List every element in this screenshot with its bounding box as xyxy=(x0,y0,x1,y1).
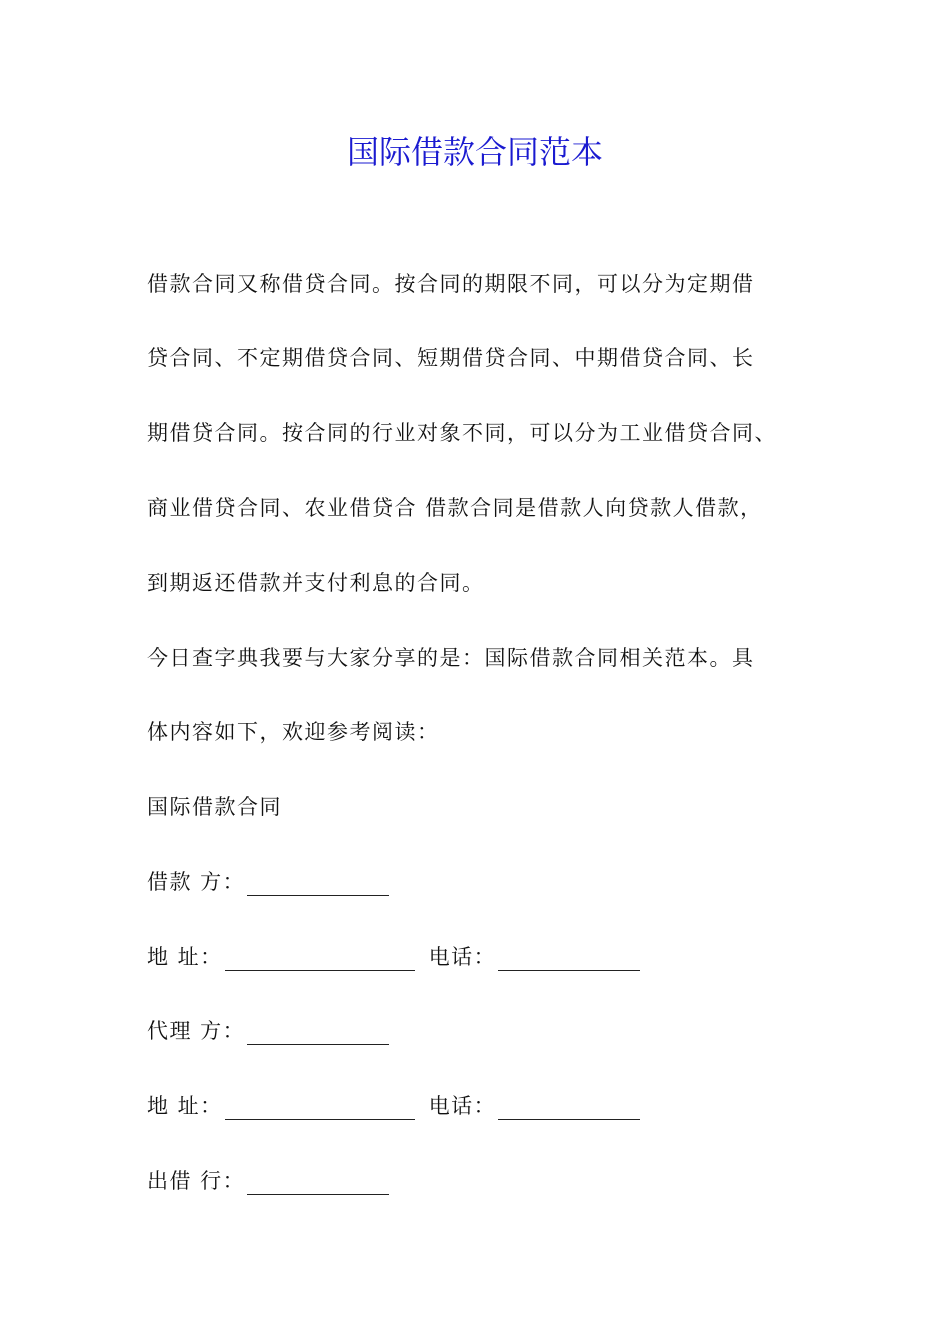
intro-line-1: 借款合同又称借贷合同。按合同的期限不同，可以分为定期借 xyxy=(147,272,755,296)
share-line-1: 今日查字典我要与大家分享的是：国际借款合同相关范本。具 xyxy=(147,646,755,670)
borrower-address-label: 地 址： xyxy=(147,945,223,969)
lender-blank[interactable] xyxy=(247,1170,389,1195)
lender-label: 出借 行： xyxy=(147,1169,246,1193)
borrower-address-blank[interactable] xyxy=(225,946,415,971)
agent-row xyxy=(147,1015,389,1047)
agent-address-label: 地 址： xyxy=(147,1094,223,1118)
borrower-phone-label: 电话： xyxy=(428,945,497,969)
agent-phone-blank[interactable] xyxy=(498,1095,640,1120)
borrower-phone-blank[interactable] xyxy=(498,946,640,971)
agent-address-row xyxy=(147,1090,640,1122)
share-line-2: 体内容如下，欢迎参考阅读： xyxy=(147,720,440,744)
intro-line-3: 期借贷合同。按合同的行业对象不同，可以分为工业借贷合同、 xyxy=(147,421,777,445)
borrower-label: 借款 方： xyxy=(147,870,246,894)
lender-row xyxy=(147,1165,389,1197)
agent-label: 代理 方： xyxy=(147,1019,246,1043)
borrower-row xyxy=(147,866,389,898)
agent-phone-label: 电话： xyxy=(428,1094,497,1118)
agent-blank[interactable] xyxy=(247,1020,389,1045)
document-title: 国际借款合同范本 xyxy=(346,133,603,171)
agent-address-blank[interactable] xyxy=(225,1095,415,1120)
contract-heading: 国际借款合同 xyxy=(147,795,282,819)
intro-line-2: 贷合同、不定期借贷合同、短期借贷合同、中期借贷合同、长 xyxy=(147,346,755,370)
intro-line-5: 到期返还借款并支付利息的合同。 xyxy=(147,571,485,595)
intro-line-4: 商业借贷合同、农业借贷合 借款合同是借款人向贷款人借款， xyxy=(147,496,763,520)
borrower-blank[interactable] xyxy=(247,871,389,896)
borrower-address-row xyxy=(147,941,640,973)
